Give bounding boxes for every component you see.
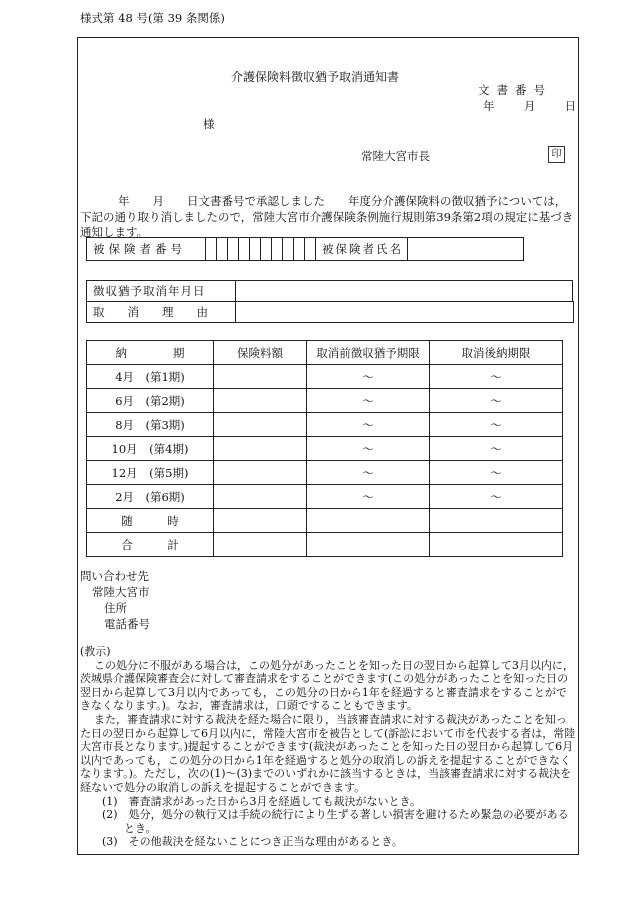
premium-cell[interactable] — [214, 389, 307, 413]
period-cell: 10月 (第4期) — [87, 437, 214, 461]
period-cell: 12月 (第5期) — [87, 461, 214, 485]
table-row — [87, 509, 563, 533]
premium-cell[interactable] — [214, 485, 307, 509]
insured-number-digit[interactable] — [305, 238, 316, 261]
before-deadline-cell[interactable]: 〜 — [307, 437, 430, 461]
before-deadline-cell[interactable] — [307, 509, 430, 533]
notice-paragraph: また，審査請求に対する裁決を経た場合に限り，当該審査請求に対する裁決があったことを知った日の翌日から起算して6月以内に，常陸大宮市を被告として(訴訟において市を代表する者は，常陸大宮市長となります。)提起することができます(裁決があったことを知った日の翌日から起算して6月以内であっても，この処分の日から1年を経過すると処分の取消しの訴えを提起することができなくなります。)。ただし，次の(1)〜(3)までのいずれかに該当するときは，当該審査請求に対する裁決を経ないで処分の取消しの訴えを提起することができます。 — [80, 712, 576, 794]
before-deadline-cell[interactable]: 〜 — [307, 365, 430, 389]
period-cell: 4月 (第1期) — [87, 365, 214, 389]
date-year-label: 年 — [483, 99, 495, 113]
insured-name-field[interactable] — [408, 238, 524, 261]
before-deadline-cell[interactable]: 〜 — [307, 485, 430, 509]
insured-name-label: 被保険者氏名 — [316, 238, 408, 261]
premium-cell[interactable] — [214, 509, 307, 533]
date-month-label: 月 — [523, 99, 536, 113]
insured-number-digit[interactable] — [206, 238, 217, 261]
table-row — [87, 533, 563, 557]
period-cell: 随 時 — [87, 509, 214, 533]
before-deadline-cell[interactable]: 〜 — [307, 413, 430, 437]
insured-number-digit[interactable] — [283, 238, 294, 261]
after-deadline-cell[interactable]: 〜 — [430, 437, 563, 461]
notice-item: (3) その他裁決を経ないことにつき正当な理由があるとき。 — [102, 835, 403, 849]
document-title: 介護保険料徴収猶予取消通知書 — [230, 70, 399, 84]
header-premium: 保険料額 — [214, 341, 307, 365]
intro-paragraph: 年 月 日文書番号で承認しました 年度分介護保険料の徴収猶予については，下記の通り取り消しましたので，常陸大宮市介護保険条例施行規則第39条第2項の規定に基づき通知します。 — [80, 194, 574, 239]
premium-cell[interactable] — [214, 437, 307, 461]
cancel-table — [86, 280, 574, 323]
notice-item: (1) 審査請求があった日から3月を経過しても裁決がないとき。 — [102, 794, 422, 808]
contact-heading: 問い合わせ先 — [80, 569, 149, 583]
contact-block — [80, 568, 150, 632]
after-deadline-cell[interactable] — [430, 533, 563, 557]
table-row — [87, 461, 563, 485]
premium-cell[interactable] — [214, 461, 307, 485]
cancel-reason-label: 取 消 理 由 — [87, 302, 236, 323]
header-period: 納 期 — [87, 341, 214, 365]
after-deadline-cell[interactable]: 〜 — [430, 485, 563, 509]
insured-number-digit[interactable] — [228, 238, 239, 261]
premium-cell[interactable] — [214, 365, 307, 389]
insured-number-digit[interactable] — [239, 238, 250, 261]
insured-number-digit[interactable] — [217, 238, 228, 261]
date-day-label: 日 — [564, 99, 577, 113]
after-deadline-cell[interactable]: 〜 — [430, 389, 563, 413]
after-deadline-cell[interactable] — [430, 509, 563, 533]
table-row — [87, 485, 563, 509]
after-deadline-cell[interactable]: 〜 — [430, 461, 563, 485]
insured-number-digit[interactable] — [250, 238, 261, 261]
period-cell: 2月 (第6期) — [87, 485, 214, 509]
issuer-name: 常陸大宮市長 — [361, 149, 430, 163]
period-cell: 8月 (第3期) — [87, 413, 214, 437]
doc-number-label: 文書番号 — [478, 83, 552, 97]
notice-paragraph: この処分に不服がある場合は，この処分があったことを知った日の翌日から起算して3月以内に，茨城県介護保険審査会に対して審査請求をすることができます(この処分があったことを知った日の翌日から起算して3月以内であっても，この処分の日から1年を経過すると審査請求をすることができなくなります。)。なお，審査請求は，口頭ですることもできます。 — [80, 658, 574, 713]
periods-table — [86, 340, 563, 557]
table-row — [87, 365, 563, 389]
notice-item: (2) 処分，処分の執行又は手続の続行により生ずる著しい損害を避けるため緊急の必要があるとき。 — [102, 808, 569, 835]
before-deadline-cell[interactable] — [307, 533, 430, 557]
premium-cell[interactable] — [214, 533, 307, 557]
contact-phone-label: 電話番号 — [104, 617, 150, 631]
cancel-date-label: 徴収猶予取消年月日 — [87, 281, 236, 302]
contact-address-label: 住所 — [104, 601, 127, 615]
insured-number-digit[interactable] — [272, 238, 283, 261]
insured-number-digit[interactable] — [261, 238, 272, 261]
before-deadline-cell[interactable]: 〜 — [307, 389, 430, 413]
after-deadline-cell[interactable]: 〜 — [430, 413, 563, 437]
insured-number-digit[interactable] — [294, 238, 305, 261]
addressee-suffix: 様 — [203, 117, 215, 131]
table-row — [87, 389, 563, 413]
form-number-label: 様式第 48 号(第 39 条関係) — [80, 11, 225, 25]
header-after-deadline: 取消後納期限 — [430, 341, 563, 365]
table-row — [87, 413, 563, 437]
appeal-notice — [80, 645, 576, 849]
before-deadline-cell[interactable]: 〜 — [307, 461, 430, 485]
period-cell: 合 計 — [87, 533, 214, 557]
header-before-deadline: 取消前徴収猶予期限 — [307, 341, 430, 365]
period-cell: 6月 (第2期) — [87, 389, 214, 413]
table-row — [87, 437, 563, 461]
seal-mark: 印 — [548, 146, 565, 163]
contact-org: 常陸大宮市 — [92, 585, 150, 599]
date-line — [483, 98, 576, 114]
after-deadline-cell[interactable]: 〜 — [430, 365, 563, 389]
notice-heading: (教示) — [80, 645, 111, 658]
cancel-date-field[interactable] — [236, 281, 573, 302]
insured-table — [86, 237, 524, 261]
insured-number-label: 被保険者番号 — [87, 238, 206, 261]
cancel-reason-field[interactable] — [236, 302, 574, 323]
premium-cell[interactable] — [214, 413, 307, 437]
